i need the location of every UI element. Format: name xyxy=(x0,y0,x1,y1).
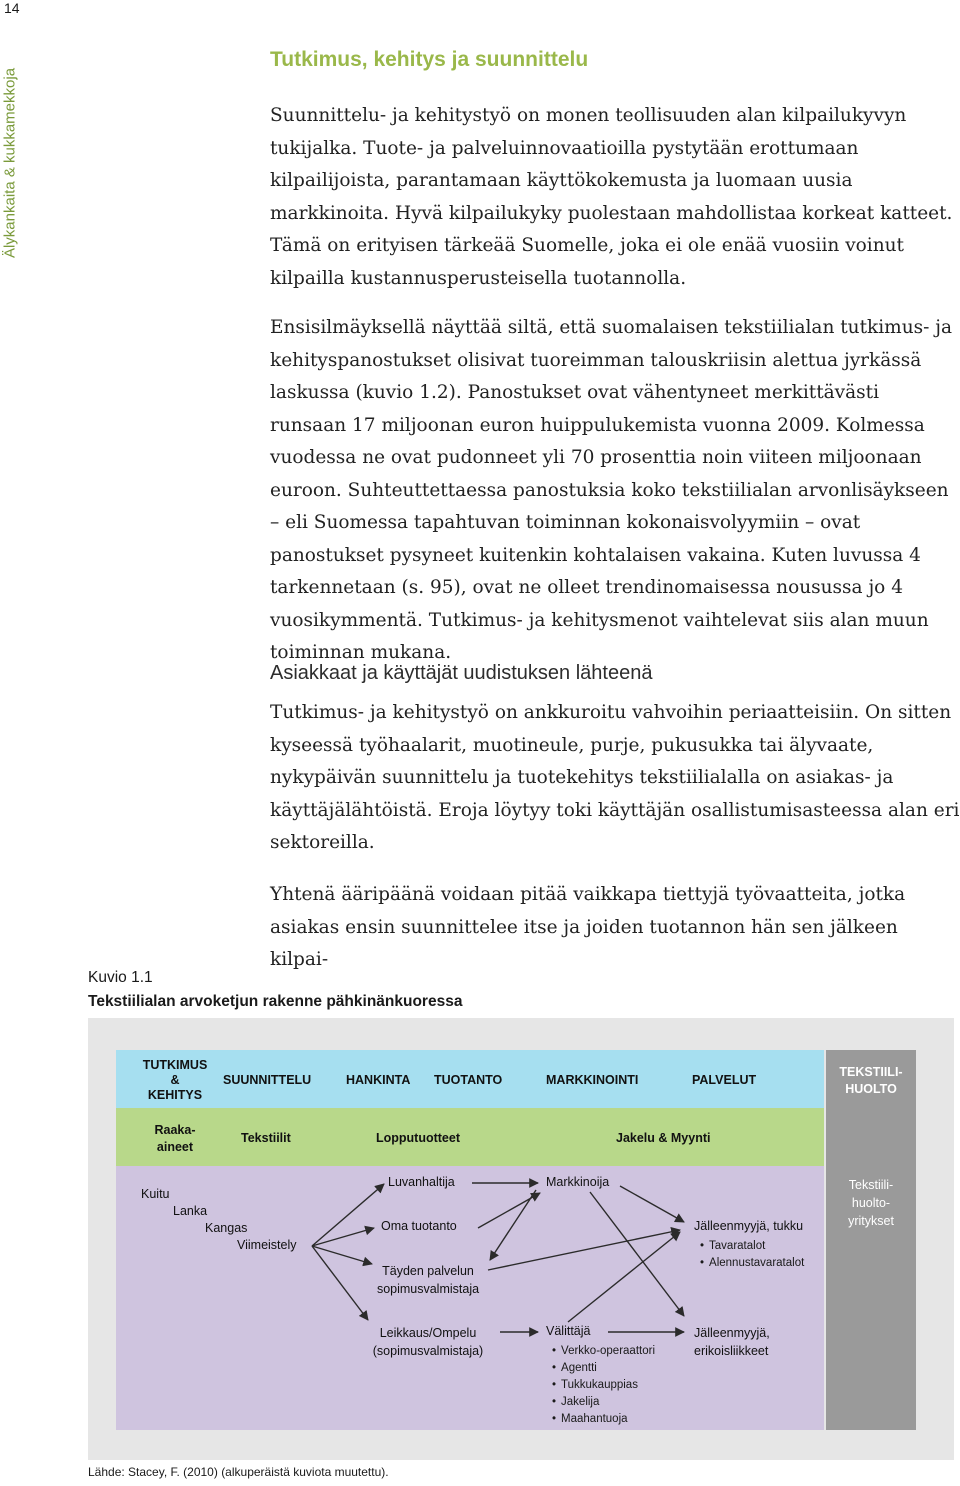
chain-fabric: Kangas xyxy=(205,1221,248,1235)
chain-fibre: Kuitu xyxy=(141,1187,170,1201)
chain-specialty-retailer: Jälleenmyyjä, erikoisliikkeet xyxy=(694,1326,770,1358)
figure-source: Lähde: Stacey, F. (2010) (alkuperäistä kuviota muutettu). xyxy=(88,1465,389,1479)
section-paragraph-1: Suunnittelu- ja kehitystyö on monen teollisuuden alan kilpailukyvyn tukijalka. Tuote- ja palveluinnovaatioilla pystytään erottumaan kilpailijoista, parantamaan käyttökokemusta ja luomaan uusia markkinoita. Hyvä kilpailukyky puolestaan mahdollistaa korkeat katteet. Tämä on erityisen tärkeää Suomelle, joka ei ole enää vuosiin voinut kilpailla kustannusperusteisella tuotannolla. xyxy=(270,105,953,289)
list-item: • Alennustavaratalot xyxy=(700,1255,804,1272)
section-paragraph-2: Ensisilmäyksellä näyttää siltä, että suomalaisen tekstiilialan tutkimus- ja kehityspanostukset olisivat tuoreimman talouskriisin alettua jyrkässä laskussa (kuvio 1.2). Panostukset ovat vähentyneet merkittävästi runsaan 17 miljoonan euron huippulukemista vuonna 2009. Kolmessa vuodessa ne ovat pudonneet yli 70 prosenttia noin viiteen miljoonaan euroon. Suhteuttettaessa panostuksia koko tekstiilialan arvonlisäykseen – eli Suomessa tapahtuvan toiminnan kokonaisvolyymiin – ovat panostukset pysyneet kuitenkin kohtalaisen vakaina. Kuten luvussa 4 tarkennetaan (s. 95), ovat ne olleet trendinomaisessa nousussa jo 4 vuosikymmentä. Tutkimus- ja kehitysmenot vaihtelevat siis alan muun toiminnan mukana. xyxy=(270,317,952,663)
running-title xyxy=(0,48,20,278)
section-title: Tutkimus, kehitys ja suunnittelu xyxy=(270,48,589,71)
intermediary-list xyxy=(552,1343,655,1428)
stage-production: TUOTANTO xyxy=(434,1073,503,1087)
chain-care-companies: Tekstiili- huolto- yritykset xyxy=(848,1178,894,1228)
subsection-paragraph-2: Yhtenä ääripäänä voidaan pitää vaikkapa tiettyjä työvaatteita, jotka asiakas ensin suunnittelee itse ja joiden tuotannon hän sen jälkeen kilpai- xyxy=(270,884,906,970)
running-title-text: Älykankaita & kukkamekkoja xyxy=(1,67,19,259)
chain-finishing: Viimeistely xyxy=(237,1238,297,1252)
stage-design: SUUNNITTELU xyxy=(223,1073,312,1087)
subsection-title: Asiakkaat ja käyttäjät uudistuksen lähteenä xyxy=(270,662,653,684)
list-item: • Agentti xyxy=(552,1360,655,1377)
chain-wholesale-retailer: Jälleenmyyjä, tukku xyxy=(694,1219,804,1233)
chain-yarn: Lanka xyxy=(173,1204,208,1218)
stage-procurement: HANKINTA xyxy=(346,1073,411,1087)
page-number: 14 xyxy=(4,0,20,16)
product-textiles: Tekstiilit xyxy=(241,1131,291,1145)
figure-caption xyxy=(88,966,462,1014)
chain-licence-holder: Luvanhaltija xyxy=(388,1175,455,1189)
figure-label: Kuvio 1.1 xyxy=(88,969,153,986)
stage-textile-care: TEKSTIILI- HUOLTO xyxy=(839,1065,903,1096)
chain-own-production: Oma tuotanto xyxy=(381,1219,457,1233)
stage-marketing: MARKKINOINTI xyxy=(546,1073,639,1087)
product-distribution: Jakelu & Myynti xyxy=(616,1131,711,1145)
stage-services: PALVELUT xyxy=(692,1073,757,1087)
care-column xyxy=(826,1050,916,1430)
chain-area xyxy=(116,1166,824,1430)
list-item: • Verkko-operaattori xyxy=(552,1343,655,1360)
subsection-paragraph-1: Tutkimus- ja kehitystyö on ankkuroitu vahvoihin periaatteisiin. On sitten kyseessä työhaalarit, muotineule, purje, pukusukka tai älyvaate, nykypäivän suunnittelu ja tuotekehitys tekstiilialalla on asiakas- ja käyttäjälähtöistä. Eroja löytyy toki käyttäjän osallistumisasteessa alan eri sektoreilla. xyxy=(270,702,960,853)
chain-intermediary: Välittäjä xyxy=(546,1324,591,1338)
list-item: • Jakelija xyxy=(552,1394,655,1411)
chain-marketer: Markkinoija xyxy=(546,1175,610,1189)
list-item: • Maahantuoja xyxy=(552,1411,655,1428)
wholesale-list xyxy=(700,1238,804,1272)
chain-cut-sew: Leikkaus/Ompelu (sopimusvalmistaja) xyxy=(372,1326,484,1358)
list-item: • Tavaratalot xyxy=(700,1238,804,1255)
figure-title: Tekstiilialan arvoketjun rakenne pähkinänkuoressa xyxy=(88,993,463,1010)
stage-research: TUTKIMUS & KEHITYS xyxy=(142,1058,208,1102)
chain-full-service: Täyden palvelun sopimusvalmistaja xyxy=(376,1264,480,1296)
product-raw-materials: Raaka- aineet xyxy=(154,1123,196,1154)
product-end-products: Lopputuotteet xyxy=(376,1131,461,1145)
list-item: • Tukkukauppias xyxy=(552,1377,655,1394)
product-band xyxy=(116,1108,824,1166)
